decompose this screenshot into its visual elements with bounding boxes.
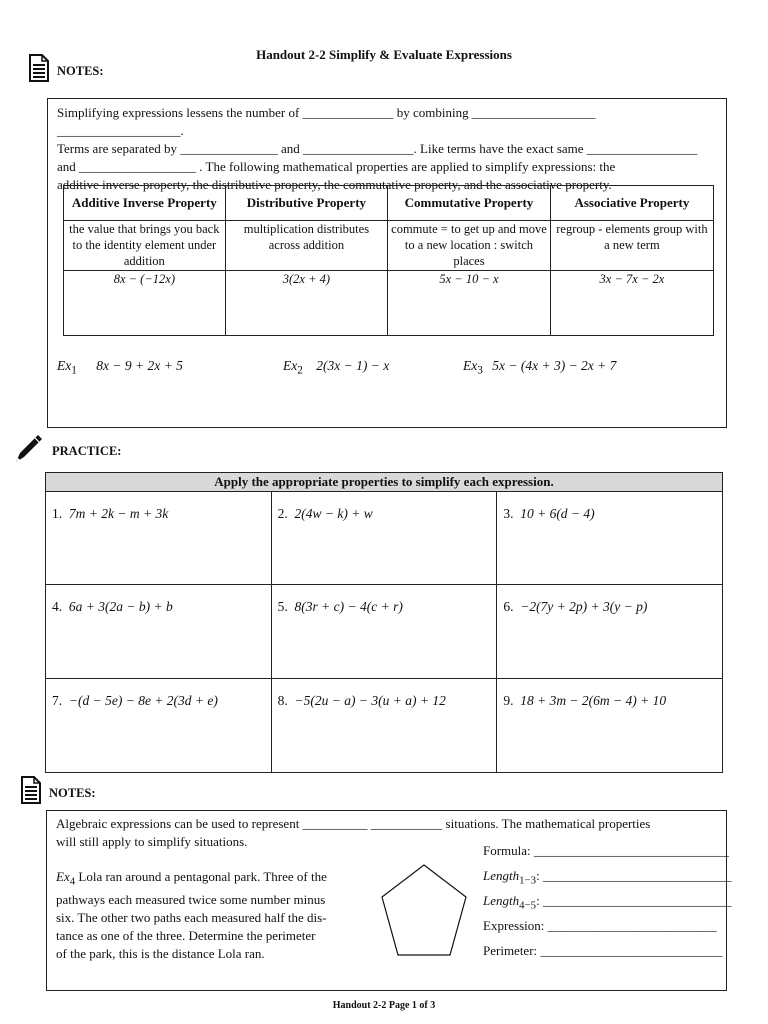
practice-problem-9 [497, 679, 723, 773]
desc-commutative: commute = to get up and move to a new location : switch places [388, 221, 551, 271]
problem-number: 9. [503, 693, 514, 708]
example-subscript: 4 [69, 875, 76, 888]
example-4-line: pathways each measured twice some number minus [56, 891, 326, 907]
desc-additive-inverse: the value that brings you back to the identity element under addition [64, 221, 226, 271]
page-footer: Handout 2-2 Page 1 of 3 [332, 1000, 436, 1011]
example-label: Ex [57, 358, 72, 373]
example-expression: 5x − (4x + 3) − 2x + 7 [492, 358, 617, 373]
practice-problem-2 [271, 492, 497, 585]
problem-expression: 18 + 3m − 2(6m − 4) + 10 [520, 693, 667, 708]
problem-number: 8. [277, 693, 288, 708]
example-1 [57, 358, 183, 377]
pencil-icon [12, 432, 44, 466]
header-commutative: Commutative Property [388, 186, 551, 221]
practice-problem-8 [271, 679, 497, 773]
practice-problem-3 [497, 492, 723, 585]
perimeter-field: Perimeter: ____________________________ [483, 943, 723, 958]
practice-problem-6 [497, 585, 723, 679]
problem-expression: −5(2u − a) − 3(u + a) + 12 [294, 693, 446, 708]
problem-expression: −(d − 5e) − 8e + 2(3d + e) [68, 693, 218, 708]
practice-problem-5 [271, 585, 497, 679]
example-associative: 3x − 7x − 2x [550, 271, 713, 336]
header-distributive: Distributive Property [225, 186, 387, 221]
problem-expression: 10 + 6(d − 4) [520, 506, 595, 521]
example-2 [283, 358, 389, 377]
example-subscript: 1 [71, 364, 77, 377]
intro-text [57, 104, 723, 194]
practice-problem-1 [46, 492, 272, 585]
problem-expression: 6a + 3(2a − b) + b [68, 599, 173, 614]
problem-number: 1. [52, 506, 63, 521]
problem-expression: 7m + 2k − m + 3k [68, 506, 169, 521]
problem-expression: 8(3r + c) − 4(c + r) [294, 599, 403, 614]
expression-field: Expression: __________________________ [483, 918, 717, 933]
header-additive-inverse: Additive Inverse Property [64, 186, 226, 221]
properties-table [63, 185, 714, 336]
example-3 [463, 358, 616, 377]
desc-associative: regroup - elements group with a new term [550, 221, 713, 271]
pentagon-diagram [378, 862, 470, 958]
practice-table [45, 472, 723, 773]
problem-expression: −2(7y + 2p) + 3(y − p) [520, 599, 648, 614]
example-4-line [56, 868, 372, 891]
desc-distributive: multiplication distributes across addition [225, 221, 387, 271]
intro-line: Terms are separated by _______________ and _________________. Like terms have the exact same _________________ [57, 141, 698, 156]
example-additive-inverse: 8x − (−12x) [64, 271, 226, 336]
notes-label: NOTES: [57, 64, 104, 78]
example-4 [56, 868, 372, 963]
example-label: Ex [56, 869, 70, 884]
problem-number: 5. [277, 599, 288, 614]
length-subscript: 1−3 [519, 874, 537, 887]
practice-instructions: Apply the appropriate properties to simplify each expression. [46, 473, 723, 492]
length-subscript: 4−5 [519, 899, 537, 912]
example-expression: 2(3x − 1) − x [316, 358, 390, 373]
example-expression: 8x − 9 + 2x + 5 [96, 358, 183, 373]
example-label: Ex [463, 358, 478, 373]
problem-number: 7. [52, 693, 63, 708]
notes-label: NOTES: [49, 786, 96, 800]
intro-line: additive inverse property, the distributive property, the commutative property, and the associative property. [57, 177, 612, 192]
example-4-line: tance as one of the three. Determine the perimeter [56, 927, 316, 943]
example-commutative: 5x − 10 − x [388, 271, 551, 336]
header-associative: Associative Property [550, 186, 713, 221]
example-distributive: 3(2x + 4) [225, 271, 387, 336]
problem-number: 4. [52, 599, 63, 614]
problem-number: 3. [503, 506, 514, 521]
problem-number: 6. [503, 599, 514, 614]
example-subscript: 3 [477, 364, 483, 377]
length-blank: : _____________________________ [536, 893, 732, 908]
example-subscript: 2 [297, 364, 303, 377]
example-4-line: six. The other two paths each measured half the dis- [56, 909, 327, 925]
example-label: Ex [283, 358, 298, 373]
intro-line: Simplifying expressions lessens the number of ______________ by combining ___________________ ___________________. [57, 105, 596, 138]
practice-problem-7 [46, 679, 272, 773]
intro-line: and __________________ . The following mathematical properties are applied to simplify expressions: the [57, 159, 616, 174]
problem-expression: 2(4w − k) + w [294, 506, 373, 521]
formula-field: Formula: ______________________________ [483, 843, 729, 858]
application-line: Algebraic expressions can be used to represent __________ ___________ situations. The mathematical properties [56, 816, 651, 831]
problem-number: 2. [277, 506, 288, 521]
practice-problem-4 [46, 585, 272, 679]
document-icon [20, 775, 42, 805]
length-1-3-field [483, 868, 731, 887]
document-icon [28, 53, 50, 83]
example-4-text: Lola ran around a pentagonal park. Three of the [75, 869, 327, 884]
length-blank: : _____________________________ [536, 868, 732, 883]
practice-label: PRACTICE: [52, 444, 122, 458]
length-label: Length [483, 868, 520, 883]
length-4-5-field [483, 893, 731, 912]
page-title: Handout 2-2 Simplify & Evaluate Expressions [256, 47, 512, 62]
example-4-line: of the park, this is the distance Lola ran. [56, 945, 265, 961]
application-line: will still apply to simplify situations. [56, 834, 248, 849]
length-label: Length [483, 893, 520, 908]
